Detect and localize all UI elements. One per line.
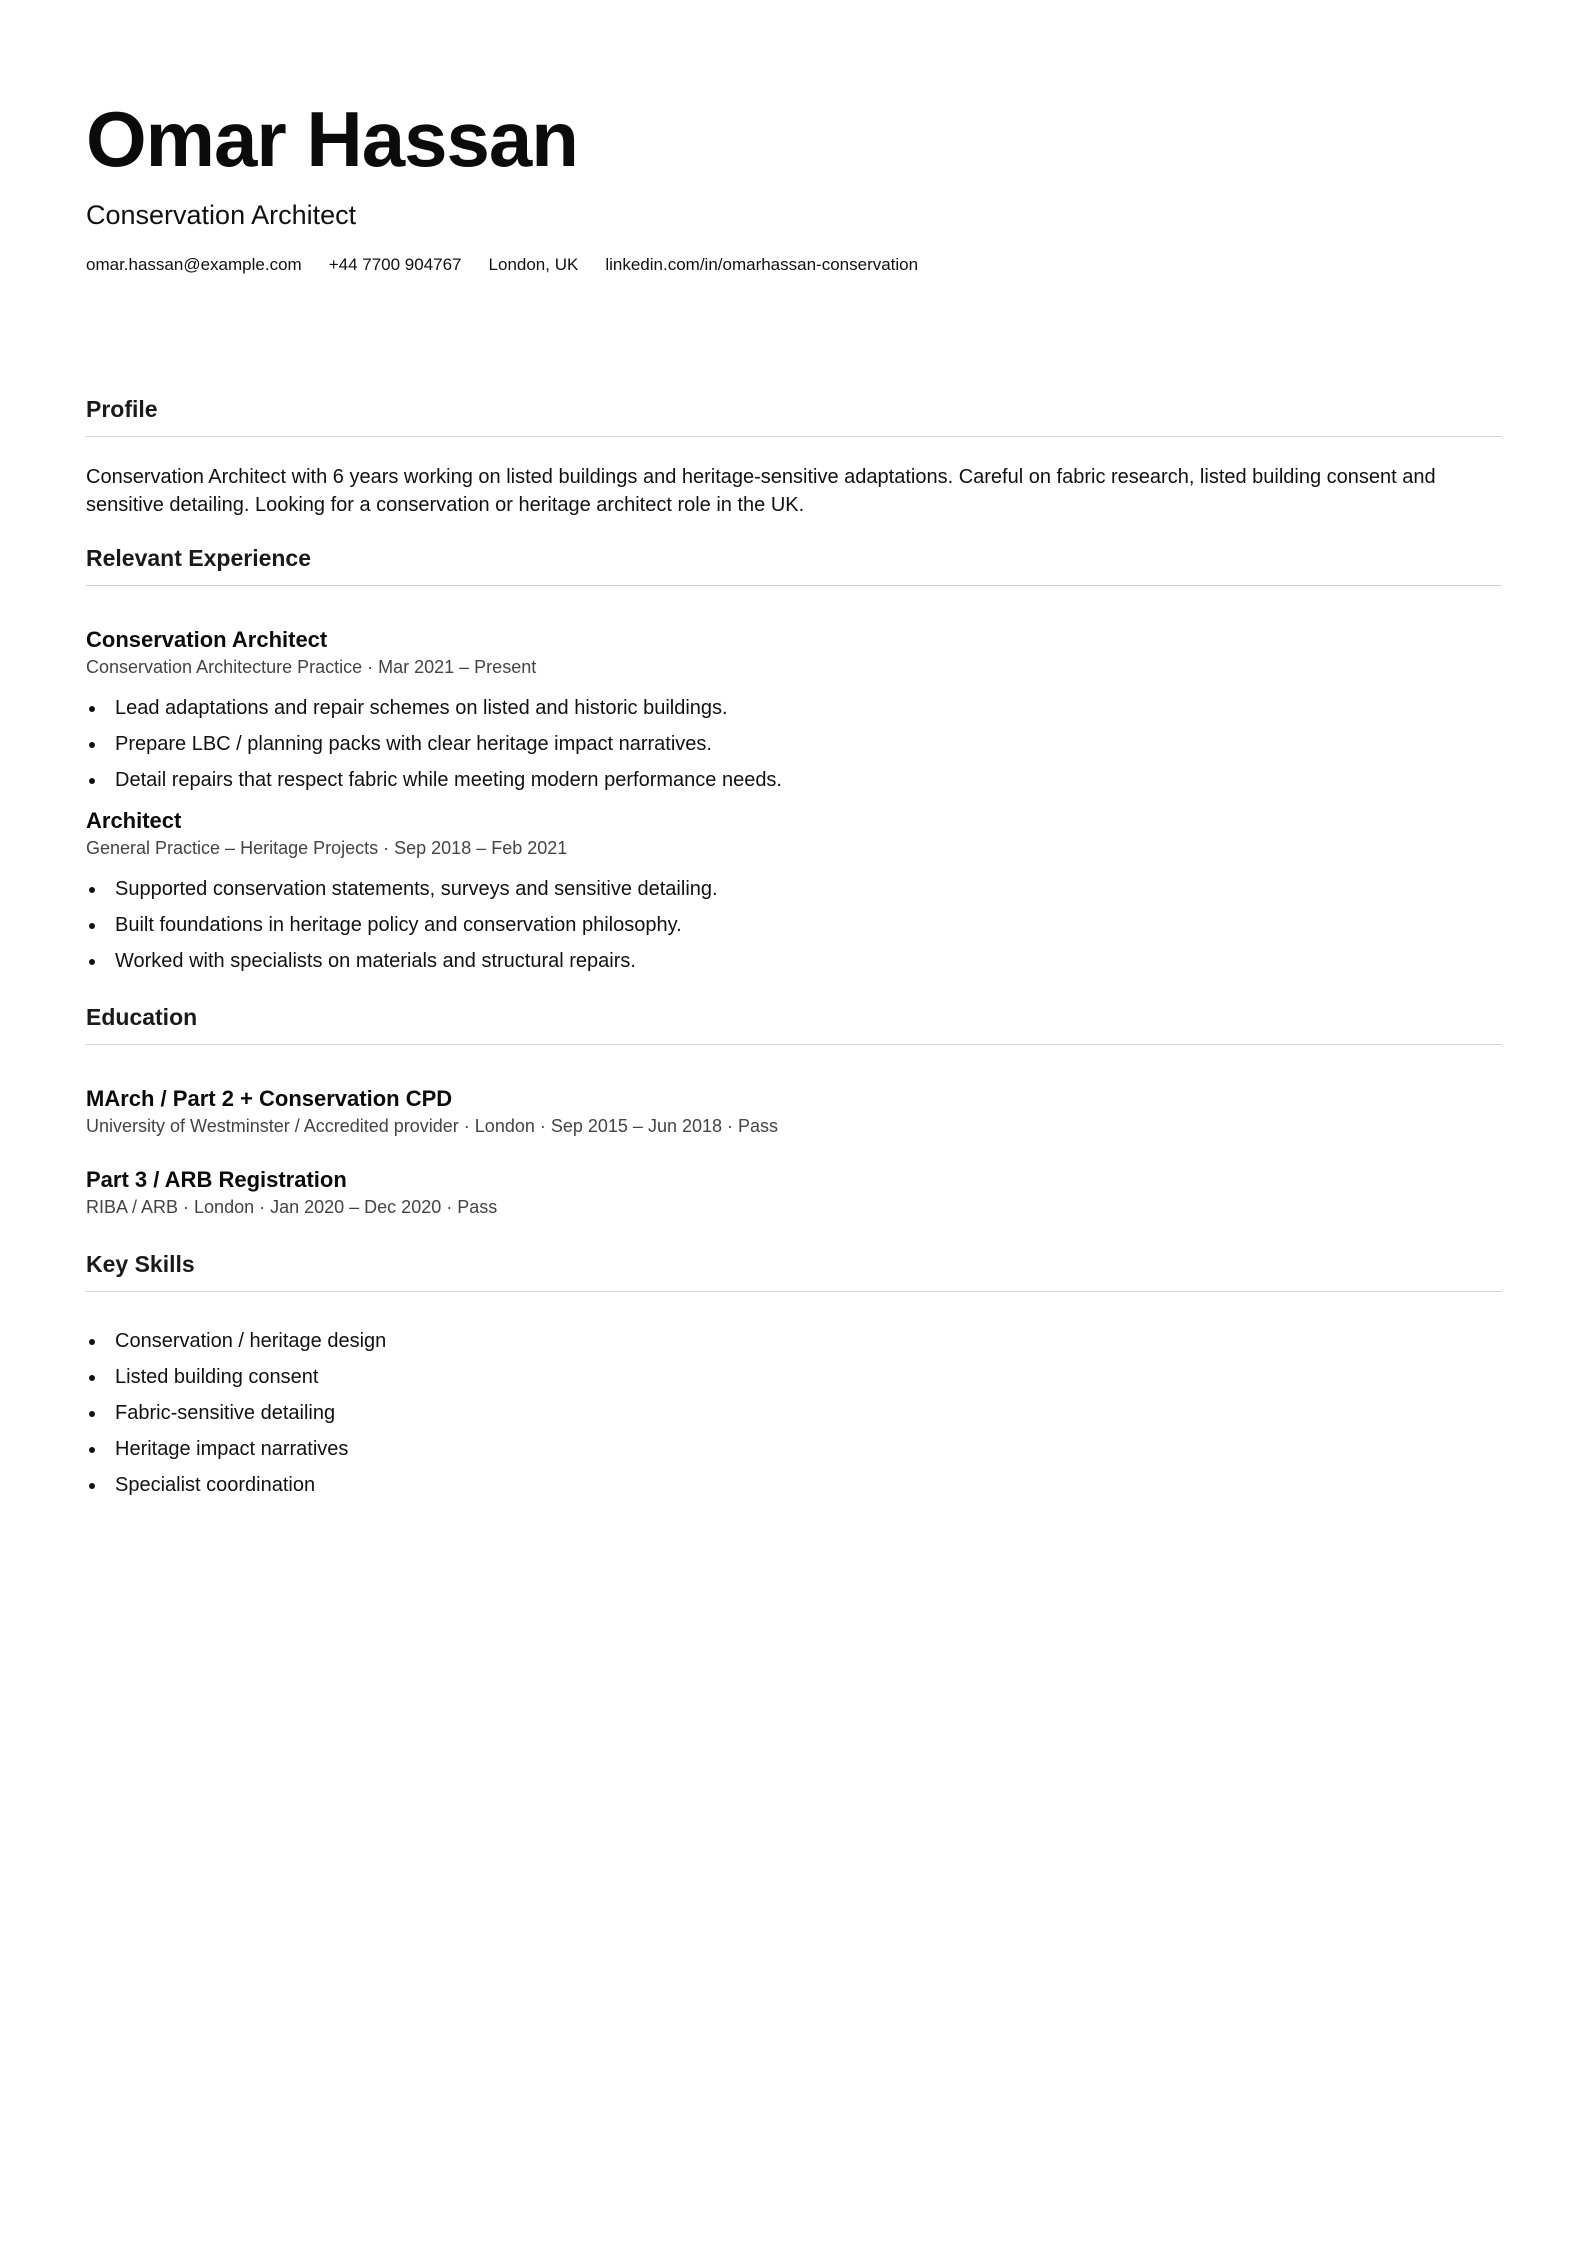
profile-heading: Profile	[86, 396, 158, 422]
contact-email: omar.hassan@example.com	[86, 255, 302, 274]
contact-location: London, UK	[488, 255, 579, 274]
profile-section	[86, 394, 1502, 519]
skills-section	[86, 1249, 1502, 1498]
job-bullet: Worked with specialists on materials and structural repairs.	[86, 948, 1502, 974]
education-heading: Education	[86, 1004, 198, 1030]
degree-meta: RIBA / ARB · London · Jan 2020 – Dec 2020 · Pass	[86, 1197, 498, 1217]
job-bullets	[86, 876, 1502, 974]
profile-summary: Conservation Architect with 6 years working on listed buildings and heritage-sensitive adaptations. Careful on fabric research, listed building consent and sensitive detailing. Looking for a conservation or heritage architect role in the UK.	[86, 466, 1436, 516]
skill-item: Conservation / heritage design	[86, 1328, 1502, 1354]
experience-entry	[86, 626, 1502, 793]
degree-title: MArch / Part 2 + Conservation CPD	[86, 1086, 453, 1111]
job-meta: General Practice – Heritage Projects · Sep 2018 – Feb 2021	[86, 838, 568, 858]
section-divider	[86, 436, 1502, 437]
candidate-role: Conservation Architect	[86, 200, 357, 230]
experience-section	[86, 543, 1502, 974]
contact-phone: +44 7700 904767	[328, 255, 462, 274]
skill-item: Specialist coordination	[86, 1472, 1502, 1498]
job-bullet: Lead adaptations and repair schemes on listed and historic buildings.	[86, 695, 1502, 721]
education-section	[86, 1002, 1502, 1219]
skill-item: Fabric-sensitive detailing	[86, 1400, 1502, 1426]
job-bullet: Supported conservation statements, surveys and sensitive detailing.	[86, 876, 1502, 902]
education-entry	[86, 1166, 1502, 1219]
resume-header	[86, 96, 1502, 276]
job-meta: Conservation Architecture Practice · Mar 2021 – Present	[86, 657, 537, 677]
experience-heading: Relevant Experience	[86, 545, 312, 571]
candidate-name: Omar Hassan	[86, 95, 578, 183]
skills-heading: Key Skills	[86, 1251, 195, 1277]
job-title: Conservation Architect	[86, 627, 328, 652]
experience-entry	[86, 807, 1502, 974]
degree-meta: University of Westminster / Accredited provider · London · Sep 2015 – Jun 2018 · Pass	[86, 1116, 779, 1136]
degree-title: Part 3 / ARB Registration	[86, 1167, 347, 1192]
job-bullet: Built foundations in heritage policy and conservation philosophy.	[86, 912, 1502, 938]
skill-item: Listed building consent	[86, 1364, 1502, 1390]
education-entry	[86, 1085, 1502, 1138]
section-divider	[86, 1291, 1502, 1292]
section-divider	[86, 1044, 1502, 1045]
skill-item: Heritage impact narratives	[86, 1436, 1502, 1462]
skills-list	[86, 1328, 1502, 1498]
job-bullet: Detail repairs that respect fabric while meeting modern performance needs.	[86, 767, 1502, 793]
job-bullets	[86, 695, 1502, 793]
job-title: Architect	[86, 808, 182, 833]
job-bullet: Prepare LBC / planning packs with clear heritage impact narratives.	[86, 731, 1502, 757]
contact-row	[86, 254, 1502, 276]
contact-linkedin: linkedin.com/in/omarhassan-conservation	[605, 255, 919, 274]
section-divider	[86, 585, 1502, 586]
